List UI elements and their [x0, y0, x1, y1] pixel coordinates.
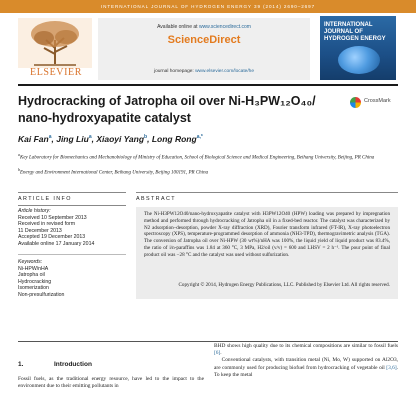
affiliation-b-text: Energy and Environment International Center, Beihang University, Beijing 100191, PR China: [20, 170, 209, 176]
citation-link[interactable]: [6]: [214, 350, 221, 357]
keywords-rule: [18, 254, 126, 255]
publisher-name: ELSEVIER: [29, 67, 83, 78]
history-line: Available online 17 January 2014: [18, 240, 95, 247]
journal-citation-bar: INTERNATIONAL JOURNAL OF HYDROGEN ENERGY 39 (2014) 2690–2697: [0, 0, 416, 13]
author-name[interactable]: Kai Fan: [18, 134, 49, 144]
keywords-list: [18, 259, 126, 299]
history-line: 11 December 2013: [18, 227, 62, 234]
article-info-rule-bottom: [18, 205, 126, 206]
crossmark-badge[interactable]: [350, 96, 400, 110]
sciencedirect-logo: ScienceDirect: [167, 34, 241, 46]
abstract-text: The Ni-H3PW12O40/nano-hydroxyapatite catalyst with H3PW12O40 (HPW) loading was prepared by impregnation method and performed through hydrocracking of Jatropha oil in a fixed-bed reactor. The catalyst was characterized by N2 adsorption–desorption, powder X-ray diffraction (XRD), Fourier transform infrared (FT-IR), X-ray photoelectron spectroscopy (XPS), temperature-programmed desorption of ammonia (NH3-TPD), thermogravimetric analysis (TGA). The conversion of Jatropha oil over Ni-HPW (30 wt%)/nHA was 100%, the liquid yield of liquid product was 83.4%, the ratio of i/n-paraffins was 1.84 at 360 °C, 3 MPa, H2/oil (v/v) = 600 and LHSV = 2 h⁻¹. The pour point of final product oil was −28 °C and the catalyst was used without sulfurization.: [144, 211, 390, 258]
author-name[interactable]: Long Rong: [151, 134, 197, 144]
copyright-notice: Copyright © 2014, Hydrogen Energy Publications, LLC. Published by Elsevier Ltd. All rights reserved.: [178, 282, 390, 288]
author-affiliation-mark: a: [48, 134, 52, 141]
journal-header: [18, 16, 398, 80]
keyword: Hydrocracking: [18, 278, 52, 285]
article-history: [18, 208, 126, 248]
elsevier-tree-logo: [18, 18, 92, 78]
left-column-text: Fossil fuels, as the traditional energy resource, have led to the impact to the environment due to their emitting pollutants in: [18, 376, 204, 390]
sciencedirect-box: [98, 18, 310, 80]
article-title: [18, 93, 318, 127]
cover-title: INTERNATIONAL JOURNAL OF HYDROGEN ENERGY: [324, 22, 386, 42]
abstract-rule-top: [136, 192, 398, 193]
title-line-2: nano-hydroxyapatite catalyst: [18, 111, 191, 125]
keyword: Non-presulfurization: [18, 291, 65, 298]
homepage-prefix: journal homepage:: [154, 69, 196, 74]
header-divider: [18, 84, 398, 86]
history-line: Received in revised form: [18, 221, 76, 228]
journal-cover-image: [320, 16, 396, 80]
author-affiliation-mark: b: [144, 134, 148, 141]
affiliation-a-text: Key Laboratory for Biomechanics and Mechanobiology of Ministry of Education, School of Biological Science and Medical Engineering, Beihang University, Beijing, PR China: [20, 155, 375, 161]
right-column-para-2-tail: . To keep the metal: [214, 364, 398, 378]
available-online-line: [98, 24, 310, 30]
body-divider: [18, 341, 398, 342]
section-title: Introduction: [54, 361, 92, 368]
right-column-para-2: Conventional catalysts, with transition metal (Ni, Mo, W) supported on Al2O3, are commonly used for producing biofuel from hydrocracking of vegetable oil: [214, 357, 399, 371]
section-number: 1.: [18, 361, 24, 368]
crossmark-icon: [350, 97, 361, 108]
cover-graphic: [338, 46, 380, 74]
citation-link[interactable]: [3,6]: [386, 364, 397, 371]
keyword: Ni-HPW/nHA: [18, 265, 49, 272]
history-line: Accepted 19 December 2013: [18, 234, 86, 241]
keyword: Isomerization: [18, 285, 49, 292]
journal-homepage-link[interactable]: www.elsevier.com/locate/he: [195, 69, 254, 74]
author-list: Kai Fan$^a$, Jing Liu$^a$, Xiaoyi Yang$^b$, Long Rong$^{a,*}$: [18, 134, 203, 144]
journal-homepage-line: [98, 69, 310, 74]
affiliation-b: $^b$Energy and Environment International Center, Beihang University, Beijing 100191, PR China: [18, 167, 209, 176]
section-heading-introduction: [18, 361, 208, 368]
article-info-heading: ARTICLE INFO: [18, 196, 72, 202]
title-line-1: Hydrocracking of Jatropha oil over Ni-H₃PW₁₂O₄₀/: [18, 94, 316, 108]
abstract-box: [136, 207, 398, 299]
author-name[interactable]: Xiaoyi Yang: [96, 134, 145, 144]
author-affiliation-mark: a: [88, 134, 92, 141]
author-affiliation-mark: a,*: [196, 134, 203, 141]
keywords-heading: Keywords:: [18, 259, 43, 265]
available-prefix: Available online at: [157, 24, 199, 30]
history-line: Article history:: [18, 208, 51, 214]
sciencedirect-link[interactable]: www.sciencedirect.com: [198, 24, 251, 30]
author-name[interactable]: Jing Liu: [56, 134, 89, 144]
crossmark-label: CrossMark: [364, 98, 391, 104]
keyword: Jatropha oil: [18, 272, 45, 279]
history-line: Received 10 September 2013: [18, 214, 87, 221]
article-info-rule-top: [18, 192, 126, 193]
affiliation-a: $^a$Key Laboratory for Biomechanics and Mechanobiology of Ministry of Education, School of Biological Science and Medical Engineering, Beihang University, Beijing, PR China: [18, 152, 375, 161]
right-column-text: BHD shows high quality due to its chemical compositions are similar to fossil fuels [6]. Conventional catalysts, with transition metal (Ni, Mo, W) supported on Al2O3, are commonly used for producing biofuel from hydrocracking of vegetable oil [3,6]. To keep the metal: [214, 343, 399, 378]
right-column-para-1: BHD shows high quality due to its chemical compositions are similar to fossil fuels: [214, 343, 398, 349]
abstract-heading: ABSTRACT: [136, 196, 176, 202]
